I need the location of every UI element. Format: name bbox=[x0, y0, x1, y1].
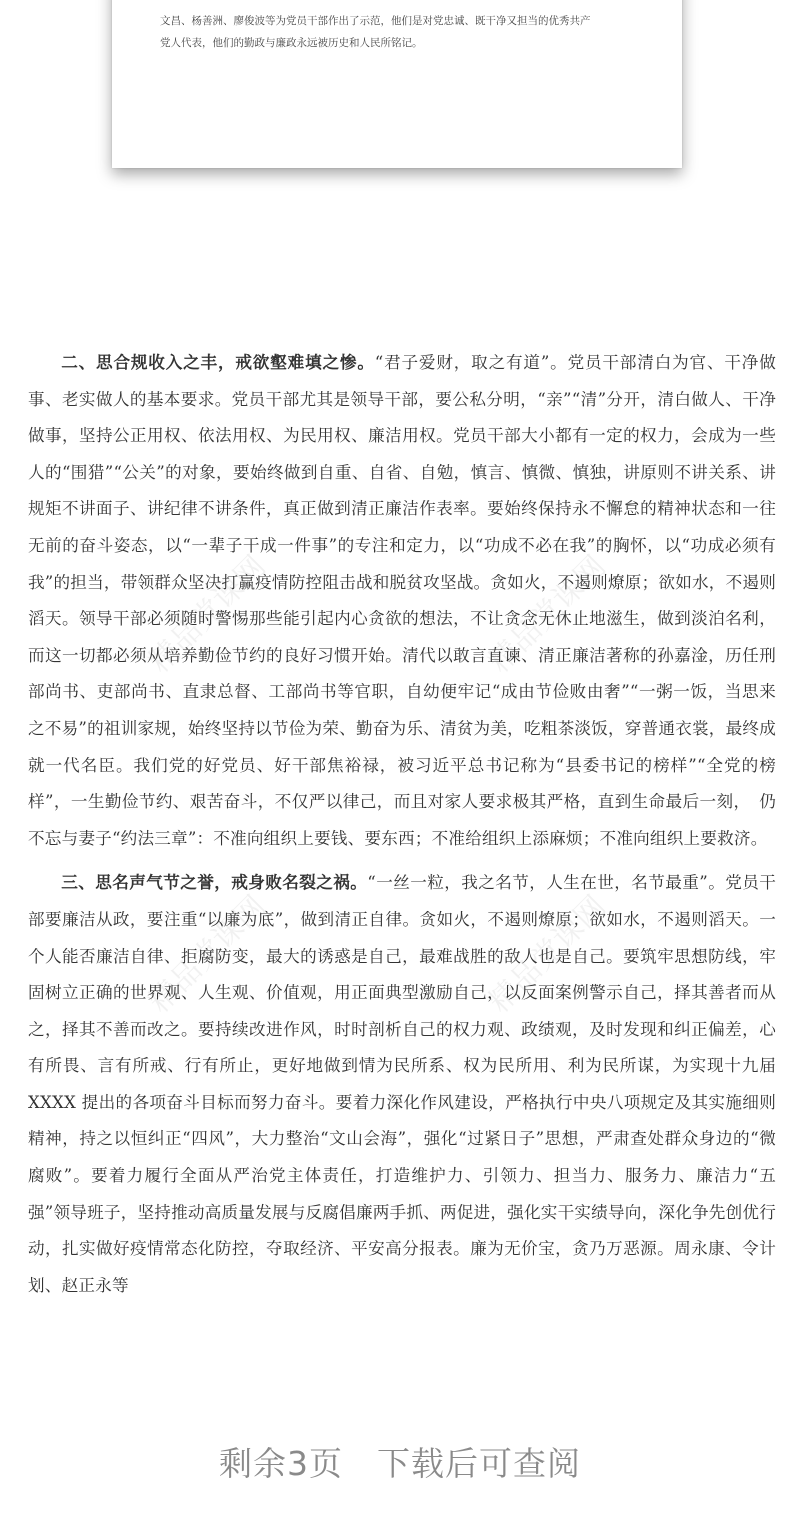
preview-card-line-1: 文昌、杨善洲、廖俊波等为党员干部作出了示范，他们是对党忠诚、既干净又担当的优秀共产 bbox=[160, 15, 591, 27]
watermark: 精品党课网 bbox=[482, 889, 613, 1020]
document-preview-card bbox=[112, 0, 682, 168]
section-2-heading: 二、思合规收入之丰，戒欲壑难填之惨。 bbox=[61, 352, 375, 372]
preview-card-line-2: 党人代表，他们的勤政与廉政永远被历史和人民所铭记。 bbox=[160, 37, 423, 49]
watermark: 精品党课网 bbox=[142, 889, 273, 1020]
section-3-paragraph bbox=[28, 864, 776, 1304]
watermark: 精品党课网 bbox=[142, 549, 273, 680]
article-body bbox=[28, 344, 776, 1304]
download-cta[interactable] bbox=[0, 1438, 800, 1486]
section-2-paragraph bbox=[28, 344, 776, 857]
download-prompt-label: 下载后可查阅 bbox=[377, 1444, 581, 1483]
remaining-pages-label: 剩余3页 bbox=[219, 1444, 343, 1483]
watermark: 精品党课网 bbox=[482, 549, 613, 680]
section-3-text: “一丝一粒，我之名节，人生在世，名节最重”。党员干部要廉洁从政，要注重“以廉为底”，做到清正自律。贪如火，不遏则燎原；欲如水，不遏则滔天。一个人能否廉洁自律、拒腐防变，最大的诱惑是自己，最难战胜的敌人也是自己。要筑牢思想防线，牢固树立正确的世界观、人生观、价值观，用正面典型激励自己，以反面案例警示自己，择其善者而从之，择其不善而改之。要持续改进作风，时时剖析自己的权力观、政绩观，及时发现和纠正偏差，心有所畏、言有所戒、行有所止，更好地做到情为民所系、权为民所用、利为民所谋，为实现十九届 XXXX 提出的各项奋斗目标而努力奋斗。要着力深化作风建设，严格执行中央八项规定及其实施细则精神，持之以恒纠正“四风”，大力整治“文山会海”，强化“过紧日子”思想，严肃查处群众身边的“微腐败”。要着力履行全面从严治党主体责任，打造维护力、引领力、担当力、服务力、廉洁力“五强”领导班子，坚持推动高质量发展与反腐倡廉两手抓、两促进，强化实干实绩导向，深化争先创优行动，扎实做好疫情常态化防控，夺取经济、平安高分报表。廉为无价宝，贪乃万恶源。周永康、令计划、赵正永等 bbox=[28, 873, 776, 1295]
section-2-text: “君子爱财，取之有道”。党员干部清白为官、干净做事、老实做人的基本要求。党员干部尤其是领导干部，要公私分明，“亲”“清”分开，清白做人、干净做事，坚持公正用权、依法用权、为民用权、廉洁用权。党员干部大小都有一定的权力，会成为一些人的“围猎”“公关”的对象，要始终做到自重、自省、自勉，慎言、慎微、慎独，讲原则不讲关系、讲规矩不讲面子、讲纪律不讲条件，真正做到清正廉洁作表率。要始终保持永不懈怠的精神状态和一往无前的奋斗姿态，以“一辈子干成一件事”的专注和定力，以“功成不必在我”的胸怀，以“功成必须有我”的担当，带领群众坚决打赢疫情防控阻击战和脱贫攻坚战。贪如火，不遏则燎原；欲如水，不遏则滔天。领导干部必须随时警惕那些能引起内心贪欲的想法，不让贪念无休止地滋生，做到淡泊名利，而这一切都必须从培养勤俭节约的良好习惯开始。清代以敢言直谏、清正廉洁著称的孙嘉淦，历任刑部尚书、吏部尚书、直隶总督、工部尚书等官职，自幼便牢记“成由节俭败由奢”“一粥一饭，当思来之不易”的祖训家规，始终坚持以节俭为荣、勤奋为乐、清贫为美，吃粗茶淡饭，穿普通衣裳，最终成就一代名臣。我们党的好党员、好干部焦裕禄，被习近平总书记称为“县委书记的榜样”“全党的榜样”，一生勤俭节约、艰苦奋斗，不仅严以律己，而且对家人要求极其严格，直到生命最后一刻， 仍不忘与妻子“约法三章”：不准向组织上要钱、要东西；不准给组织上添麻烦；不准向组织上要救济。 bbox=[28, 353, 777, 848]
preview-card-text bbox=[160, 10, 650, 54]
section-3-heading: 三、思名声气节之誉，戒身败名裂之祸。 bbox=[61, 872, 368, 893]
